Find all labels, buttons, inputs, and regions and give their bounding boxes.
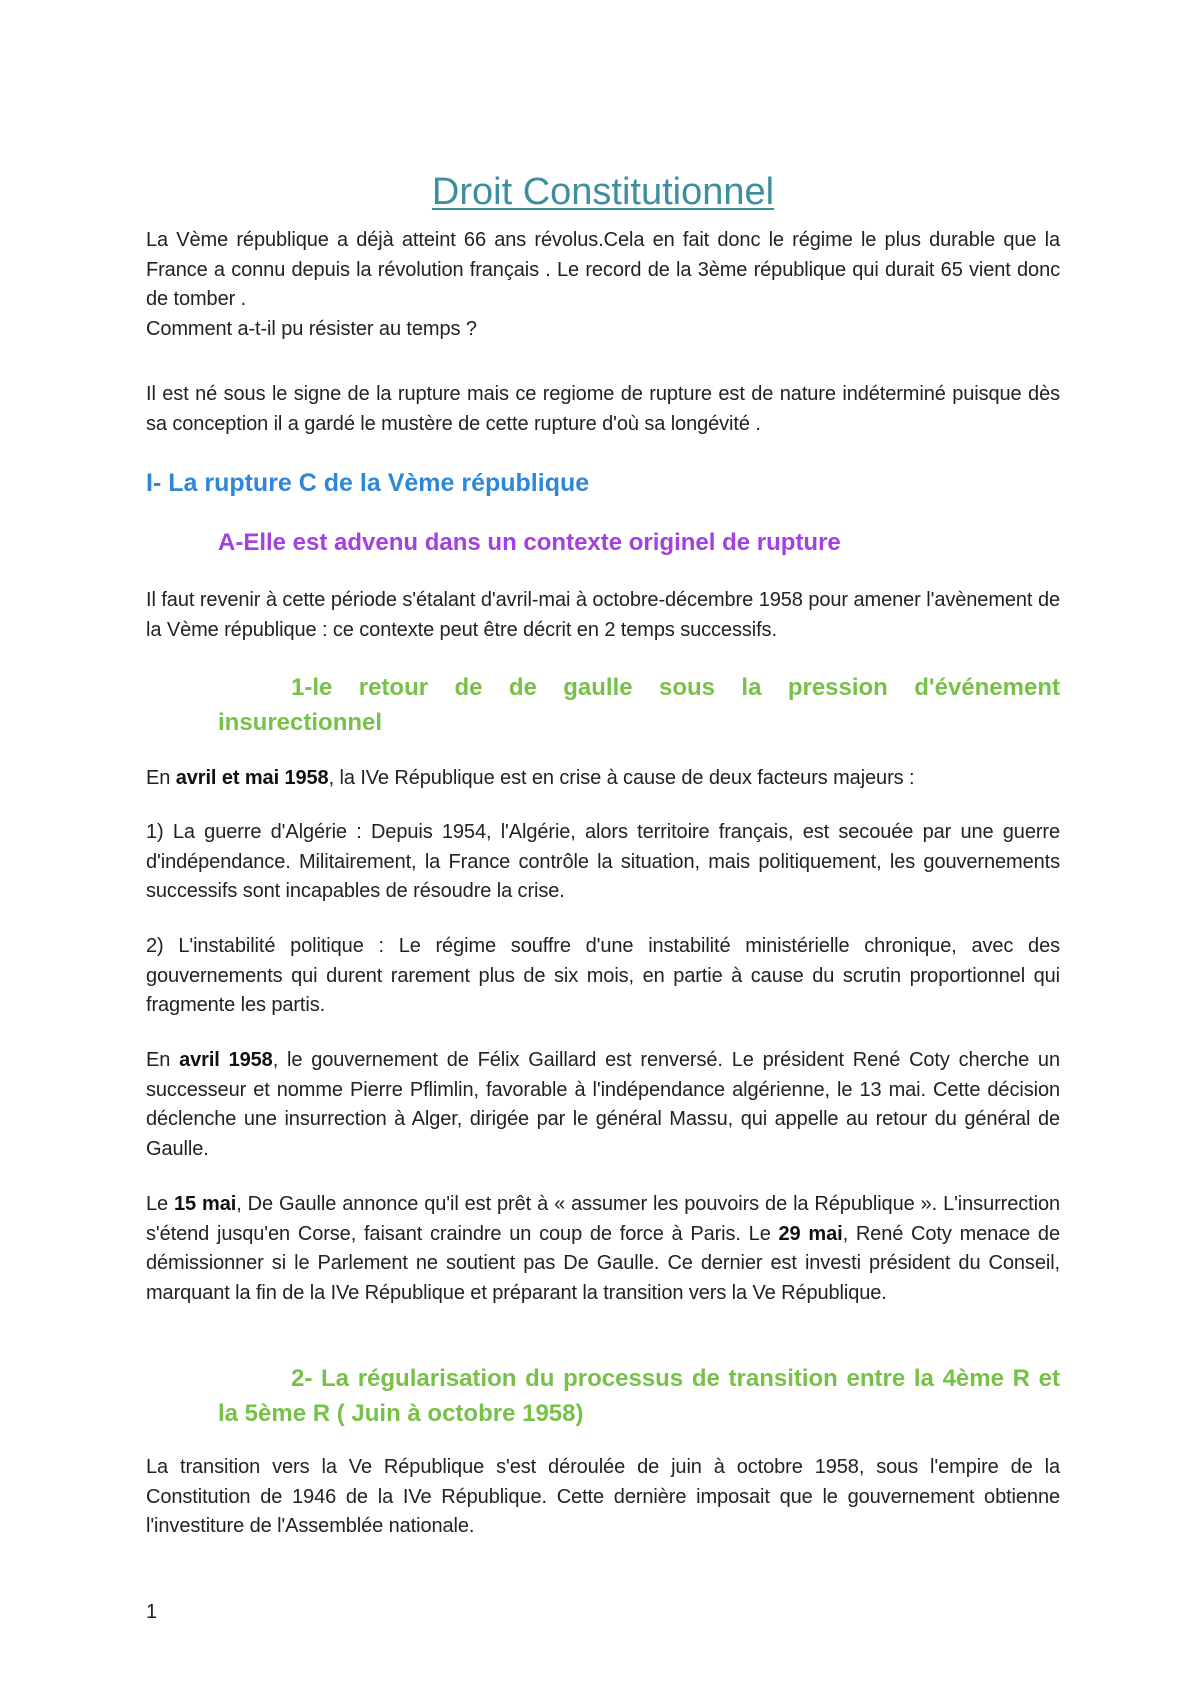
text-run: Le <box>146 1193 175 1215</box>
bold-text: 15 mai <box>174 1193 237 1215</box>
intro-paragraph <box>146 226 1060 345</box>
april-paragraph <box>146 1046 1060 1165</box>
intro-question: Comment a-t-il pu résister au temps ? <box>146 318 477 341</box>
bold-text: avril 1958 <box>179 1049 273 1071</box>
text-run: , René Coty menace de démissionner si le Parlement ne soutient pas De Gaulle. Ce dernier est investi président du Conseil, marquant la fin de la IVe République et préparant la transition vers la Ve République. <box>146 1222 1060 1305</box>
point-1-heading: 1-le retour de de gaulle sous la pression d'événement insurectionnel <box>218 674 1060 736</box>
factor-2-paragraph: 2) L'instabilité politique : Le régime souffre d'une instabilité ministérielle chronique, avec des gouvernements qui durent rarement plus de six mois, en partie à cause du scrutin proportionnel qui fragmente les partis. <box>146 935 1060 1017</box>
factor-1-paragraph: 1) La guerre d'Algérie : Depuis 1954, l'Algérie, alors territoire français, est secouée par une guerre d'indépendance. Militairement, la France contrôle la situation, mais politiquement, les gouvernements successifs sont incapables de résoudre la crise. <box>146 821 1060 903</box>
point-2-heading: 2- La régularisation du processus de transition entre la 4ème R et la 5ème R ( Juin à octobre 1958) <box>218 1365 1060 1427</box>
intro-text: La Vème république a déjà atteint 66 ans révolus.Cela en fait donc le régime le plus durable que la France a connu depuis la révolution français . Le record de la 3ème république qui durait 65 vient donc de tomber . <box>146 229 1060 311</box>
may-paragraph <box>146 1190 1060 1309</box>
subsection-a-text: Il faut revenir à cette période s'étalant d'avril-mai à octobre-décembre 1958 pour amener l'avènement de la Vème république : ce contexte peut être décrit en 2 temps successifs. <box>146 589 1060 641</box>
point-1-intro <box>146 764 1060 794</box>
text-run: , De Gaulle annonce qu'il est prêt à « assumer les pouvoirs de la République ». L'insurrection s'étend jusqu'en Corse, faisant craindre un coup de force à Paris. Le <box>146 1193 1060 1245</box>
page-title: Droit Constitutionnel <box>431 171 775 213</box>
text-run: , le gouvernement de Félix Gaillard est renversé. Le président René Coty cherche un successeur et nomme Pierre Pflimlin, favorable à l'indépendance algérienne, le 13 mai. Cette décision déclenche une insurrection à Alger, dirigée par le général Massu, qui appelle au retour du général de Gaulle. <box>146 1049 1060 1161</box>
section-1-heading: I- La rupture C de la Vème république <box>146 469 590 497</box>
text-run: En <box>146 767 176 789</box>
point-2-text: La transition vers la Ve République s'est déroulée de juin à octobre 1958, sous l'empire de la Constitution de 1946 de la IVe République. Cette dernière imposait que le gouvernement obtienne l'investiture de l'Assemblée nationale. <box>146 1456 1060 1538</box>
text-run: En <box>146 1049 180 1071</box>
intro-paragraph-2: Il est né sous le signe de la rupture mais ce regiome de rupture est de nature indéterminé puisque dès sa conception il a gardé le mustère de cette rupture d'où sa longévité . <box>146 383 1060 435</box>
subsection-a-heading: A-Elle est advenu dans un contexte originel de rupture <box>218 529 841 556</box>
text-run: , la IVe République est en crise à cause de deux facteurs majeurs : <box>328 767 915 789</box>
bold-text: 29 mai <box>778 1222 843 1245</box>
bold-text: avril et mai 1958 <box>175 767 329 789</box>
page-number: 1 <box>146 1601 158 1623</box>
